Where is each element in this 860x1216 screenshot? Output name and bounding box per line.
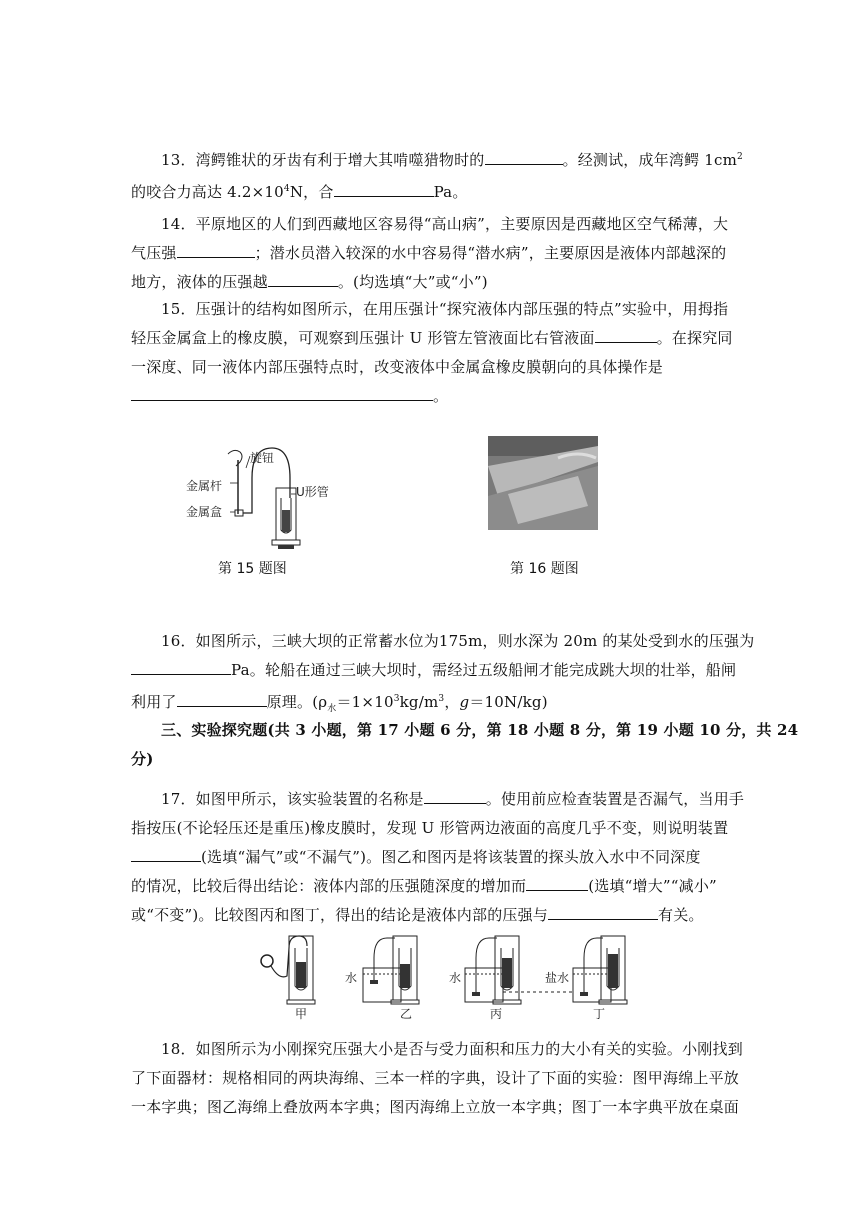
q16-text-1: 16．如图所示，三峡大坝的正常蓄水位为175m，则水深为 20m 的某处受到水的压强为: [161, 632, 755, 650]
fig17-apparatus-d: [573, 936, 627, 1004]
q18-text-1: 18．如图所示为小刚探究压强大小是否与受力面积和压力的大小有关的实验。小刚找到: [161, 1040, 743, 1058]
q15-text-4b: 。: [433, 387, 449, 405]
q17-text-4b: (选填“增大”“减小”: [588, 877, 717, 895]
question-14: [131, 210, 731, 297]
fig17-liquid-b: 水: [345, 971, 358, 985]
q14-text-2a: 气压强: [131, 244, 177, 262]
q17-text-2: 指按压(不论轻压还是重压)橡皮膜时，发现 U 形管两边液面的高度几乎不变，则说明装置: [131, 819, 729, 837]
q13-sup: 2: [737, 152, 743, 162]
answer-blank[interactable]: [526, 876, 588, 891]
fig17-liquid-c: 水: [449, 971, 462, 985]
fig17-apparatus-a: [261, 936, 315, 1004]
q16-text-3b: 原理。(ρ: [266, 693, 328, 711]
section-3-text-2: 分): [131, 750, 154, 768]
q13-text-1b: 。经测试，成年湾鳄 1cm: [562, 151, 738, 169]
q17-text-1b: 。使用前应检查装置是否漏气，当用手: [485, 790, 745, 808]
question-17: [131, 785, 745, 930]
q18-text-2: 了下面器材：规格相同的两块海绵、三本一样的字典，设计了下面的实验：图甲海绵上平放: [131, 1069, 740, 1087]
q16-sup: 3: [393, 694, 400, 704]
fig17-label-c: 丙: [490, 1007, 503, 1020]
answer-blank[interactable]: [131, 847, 201, 862]
answer-blank[interactable]: [334, 182, 434, 197]
q13-text-2b: N，合: [289, 183, 334, 201]
section-3-heading: [131, 716, 799, 774]
figure-15-caption: 第 15 题图: [218, 561, 287, 577]
answer-blank[interactable]: [485, 150, 563, 165]
answer-blank[interactable]: [131, 660, 231, 675]
q17-text-3b: (选填“漏气”或“不漏气”)。图乙和图丙是将该装置的探头放入水中不同深度: [201, 848, 701, 866]
q13-sup2: 4: [283, 184, 290, 194]
q16-g: g: [459, 693, 470, 711]
q17-text-5a: 或“不变”)。比较图丙和图丁，得出的结论是液体内部的压强与: [131, 906, 548, 924]
fig17-label-a: 甲: [295, 1007, 308, 1020]
q13-text-2a: 的咬合力高达 4.2×10: [131, 183, 284, 201]
fig15-label-knob: 旋钮: [250, 451, 275, 465]
section-3-text-1: 三、实验探究题(共 3 小题，第 17 小题 6 分，第 18 小题 8 分，第 19 小题 10 分，共 24: [161, 721, 799, 739]
q16-text-3f: ＝10N/kg): [469, 693, 548, 711]
q14-text-3b: 。(均选填“大”或“小”): [337, 273, 488, 291]
q15-text-2a: 轻压金属盒上的橡皮膜，可观察到压强计 U 形管左管液面比右管液面: [131, 329, 595, 347]
q18-text-3: 一本字典；图乙海绵上叠放两本字典；图丙海绵上立放一本字典；图丁一本字典平放在桌面: [131, 1098, 740, 1116]
figure-16-caption: 第 16 题图: [510, 561, 579, 577]
figure-16-photo: [488, 436, 598, 530]
answer-blank[interactable]: [595, 328, 657, 343]
q17-text-1: 17．如图甲所示，该实验装置的名称是: [161, 790, 424, 808]
answer-blank[interactable]: [548, 905, 658, 920]
q16-text-3a: 利用了: [131, 693, 177, 711]
answer-blank[interactable]: [177, 692, 267, 707]
question-16: [131, 627, 755, 724]
q16-text-3e: ，: [444, 693, 460, 711]
fig15-label-rod: 金属杆: [186, 479, 223, 493]
fig15-label-box: 金属盒: [186, 505, 223, 519]
figure-15-pressure-gauge: [180, 438, 360, 553]
fig17-apparatus-b: [363, 936, 419, 1004]
fig15-label-utube: U形管: [296, 485, 329, 499]
answer-blank[interactable]: [268, 272, 338, 287]
figure-17-experiment-set: [255, 928, 635, 1020]
q16-text-3d: kg/m: [399, 693, 439, 711]
q16-sub: 水: [327, 704, 337, 714]
answer-blank[interactable]: [424, 789, 486, 804]
q15-text-2b: 。在探究同: [656, 329, 733, 347]
fig17-label-d: 丁: [593, 1007, 606, 1020]
q17-text-4a: 的情况，比较后得出结论：液体内部的压强随深度的增加而: [131, 877, 527, 895]
q16-sup2: 3: [438, 694, 445, 704]
question-13: [131, 143, 743, 207]
q13-text-2c: Pa。: [433, 183, 468, 201]
question-18: [131, 1035, 743, 1122]
q17-text-5b: 有关。: [658, 906, 704, 924]
fig17-label-b: 乙: [400, 1007, 413, 1020]
answer-blank[interactable]: [131, 386, 433, 401]
q14-text-2b: ；潜水员潜入较深的水中容易得“潜水病”，主要原因是液体内部越深的: [254, 244, 727, 262]
q13-text-1: 13．湾鳄锥状的牙齿有利于增大其啃噬猎物时的: [161, 151, 485, 169]
q14-text-3a: 地方，液体的压强越: [131, 273, 268, 291]
q14-text-1: 14．平原地区的人们到西藏地区容易得“高山病”，主要原因是西藏地区空气稀薄，大: [161, 215, 729, 233]
q16-text-2a: Pa。轮船在通过三峡大坝时，需经过五级船闸才能完成跳大坝的壮举，船闸: [231, 661, 737, 679]
q15-text-1: 15．压强计的结构如图所示，在用压强计“探究液体内部压强的特点”实验中，用拇指: [161, 300, 729, 318]
q15-text-3: 一深度、同一液体内部压强特点时，改变液体中金属盒橡皮膜朝向的具体操作是: [131, 358, 664, 376]
q16-text-3c: ＝1×10: [336, 693, 394, 711]
fig17-liquid-d: 盐水: [545, 971, 570, 985]
answer-blank[interactable]: [177, 243, 255, 258]
fig17-apparatus-c: [465, 936, 521, 1004]
question-15: [131, 295, 731, 411]
